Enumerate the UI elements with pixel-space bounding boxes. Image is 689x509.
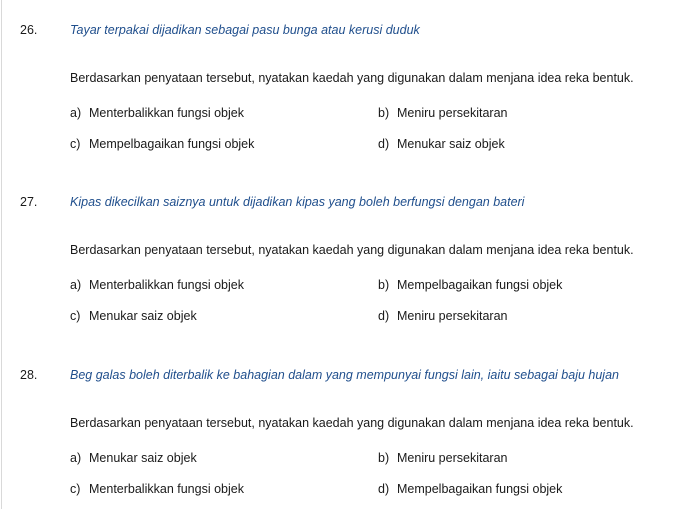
option-letter: a) (70, 451, 82, 465)
option-text: Menterbalikkan fungsi objek (89, 278, 244, 292)
option-text: Meniru persekitaran (397, 309, 508, 323)
page-left-border (1, 0, 2, 509)
option-b[interactable] (378, 450, 507, 466)
question-instruction: Berdasarkan penyataan tersebut, nyatakan kaedah yang digunakan dalam menjana idea reka bentuk. (70, 243, 634, 257)
question-statement: Tayar terpakai dijadikan sebagai pasu bunga atau kerusi duduk (70, 23, 420, 37)
option-text: Menukar saiz objek (89, 309, 197, 323)
option-a[interactable] (70, 105, 244, 121)
question-instruction: Berdasarkan penyataan tersebut, nyatakan kaedah yang digunakan dalam menjana idea reka bentuk. (70, 71, 634, 85)
option-c[interactable] (70, 481, 244, 497)
option-text: Menterbalikkan fungsi objek (89, 482, 244, 496)
option-d[interactable] (378, 308, 507, 324)
question-statement: Beg galas boleh diterbalik ke bahagian dalam yang mempunyai fungsi lain, iaitu sebagai baju hujan (70, 368, 619, 382)
option-text: Mempelbagaikan fungsi objek (89, 137, 255, 151)
question-statement: Kipas dikecilkan saiznya untuk dijadikan kipas yang boleh berfungsi dengan bateri (70, 195, 525, 209)
option-c[interactable] (70, 136, 254, 152)
option-letter: a) (70, 278, 82, 292)
option-c[interactable] (70, 308, 197, 324)
option-text: Menterbalikkan fungsi objek (89, 106, 244, 120)
question-number: 28. (20, 368, 38, 382)
option-text: Menukar saiz objek (397, 137, 505, 151)
option-letter: a) (70, 106, 82, 120)
option-letter: c) (70, 482, 81, 496)
option-a[interactable] (70, 277, 244, 293)
option-text: Mempelbagaikan fungsi objek (397, 278, 563, 292)
question-number: 26. (20, 23, 38, 37)
option-b[interactable] (378, 277, 562, 293)
option-letter: b) (378, 106, 390, 120)
option-letter: b) (378, 278, 390, 292)
option-a[interactable] (70, 450, 197, 466)
option-b[interactable] (378, 105, 507, 121)
option-letter: d) (378, 137, 390, 151)
option-letter: c) (70, 309, 81, 323)
option-letter: c) (70, 137, 81, 151)
option-letter: b) (378, 451, 390, 465)
option-text: Meniru persekitaran (397, 106, 508, 120)
option-letter: d) (378, 482, 390, 496)
option-text: Mempelbagaikan fungsi objek (397, 482, 563, 496)
option-d[interactable] (378, 481, 562, 497)
option-text: Meniru persekitaran (397, 451, 508, 465)
option-d[interactable] (378, 136, 505, 152)
option-text: Menukar saiz objek (89, 451, 197, 465)
question-instruction: Berdasarkan penyataan tersebut, nyatakan kaedah yang digunakan dalam menjana idea reka bentuk. (70, 416, 634, 430)
option-letter: d) (378, 309, 390, 323)
question-number: 27. (20, 195, 38, 209)
